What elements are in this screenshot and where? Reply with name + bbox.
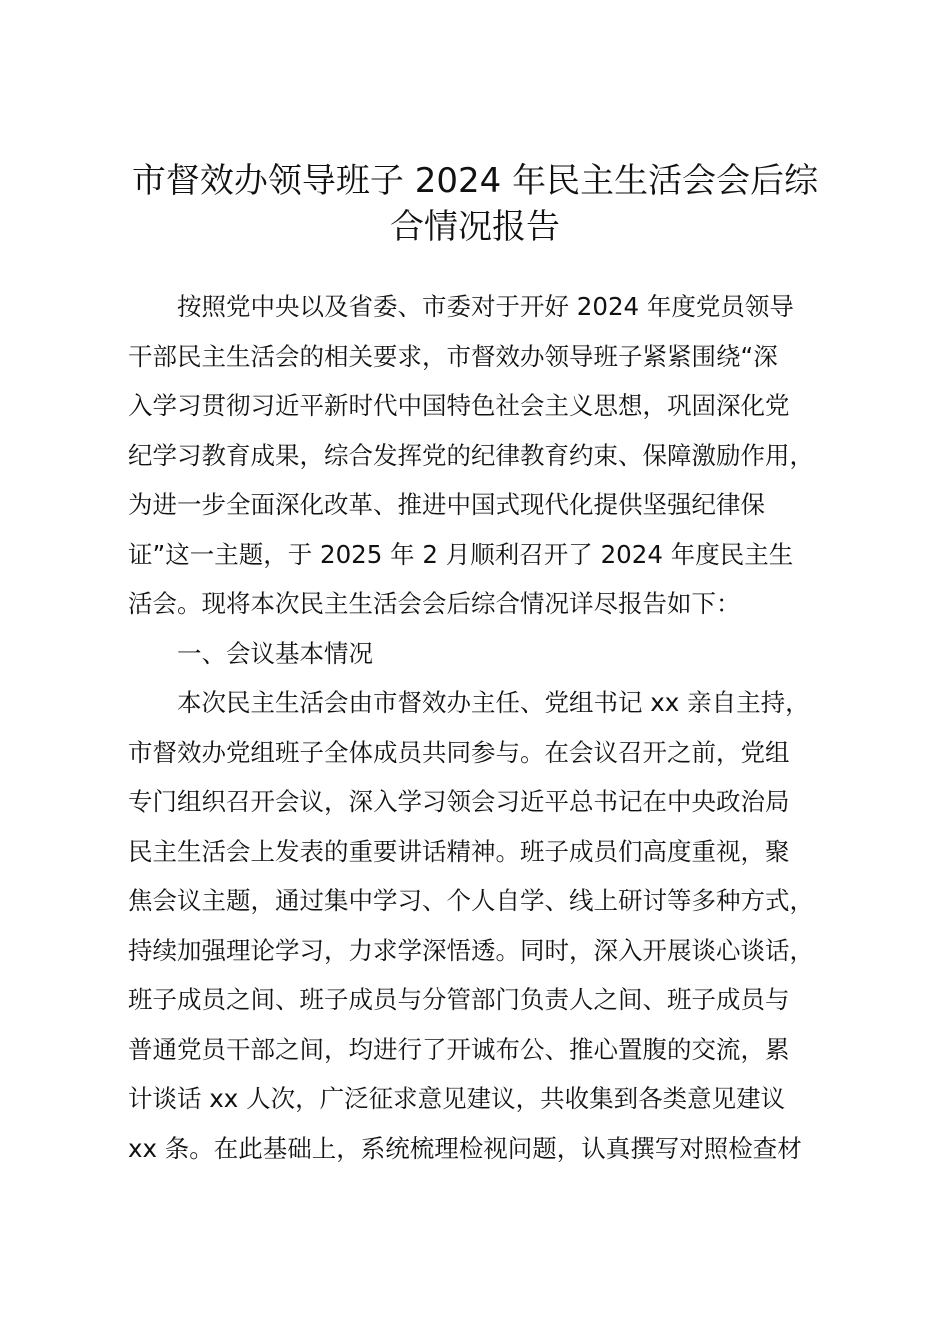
paragraph-line: 市督效办党组班子全体成员共同参与。在会议召开之前，党组 [128, 737, 790, 767]
paragraph-line: 入学习贯彻习近平新时代中国特色社会主义思想，巩固深化党 [128, 391, 790, 420]
paragraph-line: 焦会议主题，通过集中学习、个人自学、线上研讨等多种方式， [128, 886, 814, 915]
paragraph-line: 为进一步全面深化改革、推进中国式现代化提供坚强纪律保 [128, 490, 765, 519]
paragraph-line: 专门组织召开会议，深入学习领会习近平总书记在中央政治局 [128, 787, 790, 816]
paragraph-line: xx 条。在此基础上，系统梳理检视问题，认真撰写对照检查材 [128, 1133, 802, 1163]
title-line-2: 合情况报告 [390, 207, 560, 247]
paragraph-line: 证”这一主题，于 2025 年 2 月顺利召开了 2024 年度民主生 [128, 539, 794, 569]
paragraph-line: 干部民主生活会的相关要求，市督效办领导班子紧紧围绕“深 [128, 341, 778, 371]
section-heading: 一、会议基本情况 [177, 638, 373, 668]
document-body [128, 282, 858, 1173]
title-line-1: 市督效办领导班子 2024 年民主生活会会后综 [131, 161, 819, 201]
paragraph-line: 持续加强理论学习，力求学深悟透。同时，深入开展谈心谈话， [128, 935, 814, 965]
paragraph-line: 活会。现将本次民主生活会会后综合情况详尽报告如下： [128, 589, 741, 618]
paragraph-line: 班子成员之间、班子成员与分管部门负责人之间、班子成员与 [128, 985, 790, 1014]
paragraph-line: 计谈话 xx 人次，广泛征求意见建议，共收集到各类意见建议 [128, 1084, 786, 1113]
paragraph-line: 普通党员干部之间，均进行了开诚布公、推心置腹的交流，累 [128, 1034, 790, 1064]
paragraph-line: 按照党中央以及省委、市委对于开好 2024 年度党员领导 [177, 292, 794, 321]
paragraph-line: 纪学习教育成果，综合发挥党的纪律教育约束、保障激励作用， [128, 440, 814, 470]
paragraph-line: 民主生活会上发表的重要讲话精神。班子成员们高度重视，聚 [128, 836, 790, 866]
paragraph-line: 本次民主生活会由市督效办主任、党组书记 xx 亲自主持， [177, 688, 810, 717]
document-title [110, 158, 840, 250]
